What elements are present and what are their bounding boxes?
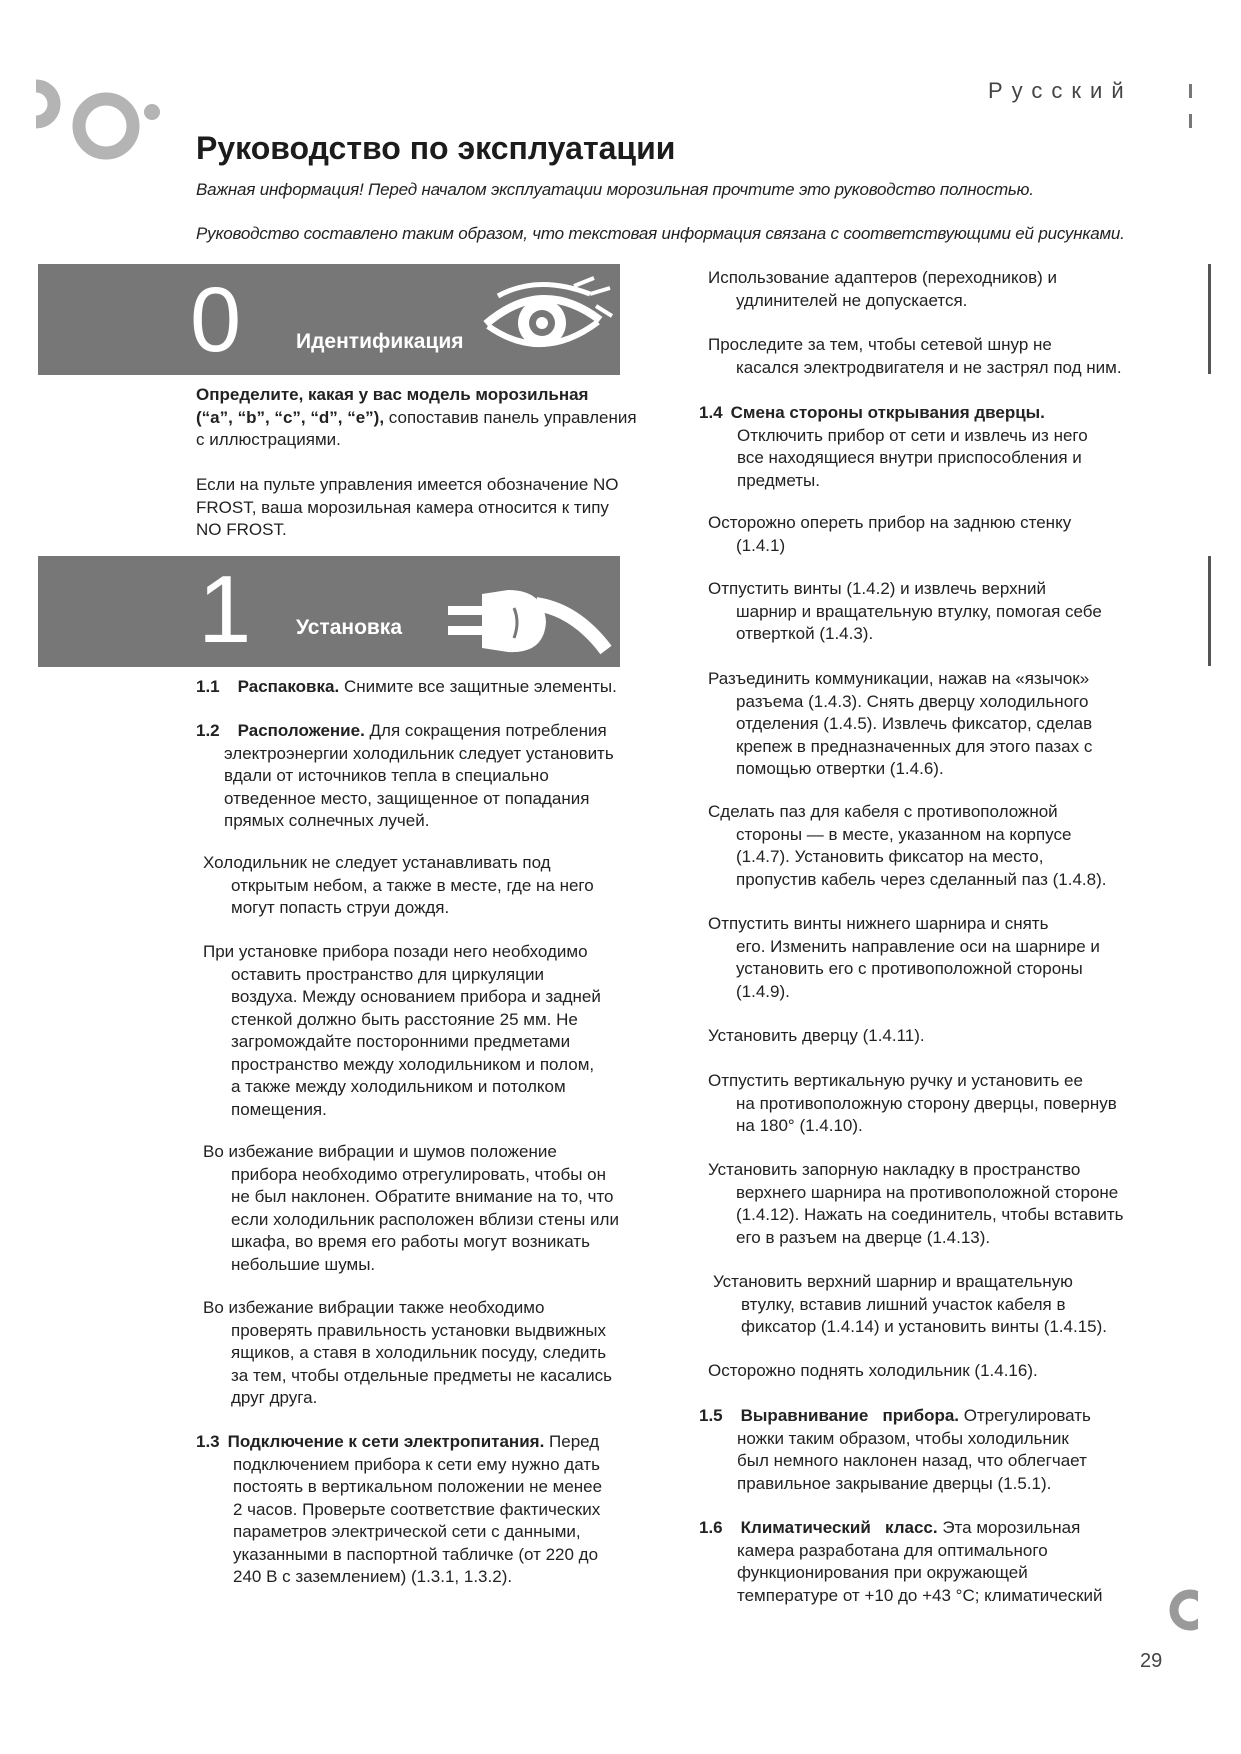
drawers-paragraph: Во избежание вибрации также необходимо проверять правильность установки выдвижных ящиков, а ставя в холодильник посуду, следить за тем, чтобы отдельные предметы не касались друг друга. — [203, 1298, 612, 1407]
cover-paragraph: Установить запорную накладку в пространство верхнего шарнира на противоположной стороне (1.4.12). Нажать на соединитель, чтобы вставить его в разъем на дверце (1.4.13). — [708, 1160, 1124, 1247]
section-1-header — [38, 556, 620, 667]
handle-paragraph: Отпустить вертикальную ручку и установить ее на противоположную сторону дверцы, повернув на 180° (1.4.10). — [708, 1071, 1117, 1135]
nofrost-paragraph: Если на пульте управления имеется обозначение NO FROST, ваша морозильная камера относится к типу NO FROST. — [196, 475, 619, 539]
margin-rule-1 — [1208, 264, 1211, 374]
identification-paragraph: Определите, какая у вас модель морозильная (“a”, “b”, “c”, “d”, “e”), сопоставив панель управления с иллюстрациями. — [196, 385, 637, 449]
vibration-paragraph: Во избежание вибрации и шумов положение прибора необходимо отрегулировать, чтобы он не был наклонен. Обратите внимание на то, что если холодильник расположен вблизи стены или шкафа, во время его работы могут возникать небольшие шумы. — [203, 1142, 619, 1274]
section-0-number: 0 — [190, 269, 242, 371]
logo-fragment-icon — [1158, 1585, 1198, 1635]
subtitle-structure: Руководство составлено таким образом, что текстовая информация связана с соответствующими ей рисунками. — [196, 224, 1125, 243]
margin-rule-2 — [1208, 556, 1211, 666]
door-paragraph: Установить дверцу (1.4.11). — [708, 1026, 925, 1045]
eye-icon — [478, 276, 614, 356]
cable-paragraph: Сделать паз для кабеля с противоположной стороны — в месте, указанном на корпусе (1.4.7). Установить фиксатор на место, пропустив кабель через сделанный паз (1.4.8). — [708, 802, 1107, 889]
section-1-5: 1.5 Выравнивание прибора. Отрегулировать ножки таким образом, чтобы холодильник был немного наклонен назад, что облегчает правильное закрывание дверцы (1.5.1). — [699, 1406, 1091, 1493]
section-1-3: 1.3 Подключение к сети электропитания. Перед подключением прибора к сети ему нужно дать постоять в вертикальном положении не менее 2 часов. Проверьте соответствие фактических параметров электрической сети с данными, указанными в паспортной табличке (от 220 до 240 В с заземлением) (1.3.1, 1.3.2). — [196, 1432, 603, 1586]
space-paragraph: При установке прибора позади него необходимо оставить пространство для циркуляции воздуха. Между основанием прибора и задней стенкой должно быть расстояние 25 мм. Не загромождайте посторонними предметами пространство между холодильником и полом, а также между холодильником и потолком помещения. — [203, 942, 601, 1119]
section-0-header — [38, 264, 620, 375]
outdoor-paragraph: Холодильник не следует устанавливать под открытым небом, а также в месте, где на него могут попасть струи дождя. — [203, 853, 594, 917]
section-1-1: 1.1 Распаковка. Снимите все защитные элементы. — [196, 677, 617, 696]
screws-paragraph: Отпустить винты (1.4.2) и извлечь верхний шарнир и вращательную втулку, помогая себе отверткой (1.4.3). — [708, 579, 1102, 643]
plug-icon — [448, 586, 620, 666]
lift-paragraph: Осторожно поднять холодильник (1.4.16). — [708, 1361, 1038, 1380]
header-tick-1 — [1189, 84, 1192, 98]
page-title: Руководство по эксплуатации — [196, 130, 676, 166]
lower-hinge-paragraph: Отпустить винты нижнего шарнира и снять его. Изменить направление оси на шарнире и установить его с противоположной стороны (1.4.9). — [708, 914, 1100, 1001]
section-1-2: 1.2 Расположение. Для сокращения потребления электроэнергии холодильник следует установить вдали от источников тепла в специально отведенное место, защищенное от попадания прямых солнечных лучей. — [196, 721, 614, 830]
lean-paragraph: Осторожно опереть прибор на заднюю стенку (1.4.1) — [708, 513, 1072, 555]
section-1-number: 1 — [198, 556, 252, 663]
cord-paragraph: Проследите за тем, чтобы сетевой шнур не касался электродвигателя и не застрял под ним. — [708, 335, 1122, 377]
section-1-6: 1.6 Климатический класс. Эта морозильная камера разработана для оптимального функционирования при окружающей температуре от +10 до +43 °С; климатический — [699, 1518, 1103, 1605]
page-number: 29 — [1140, 1650, 1163, 1672]
disconnect-paragraph: Разъединить коммуникации, нажав на «язычок» разъема (1.4.3). Снять дверцу холодильного отделения (1.4.5). Извлечь фиксатор, сделав крепеж в предназначенных для этого пазах с помощью отвертки (1.4.6). — [708, 669, 1093, 778]
subtitle-important: Важная информация! Перед началом эксплуатации морозильная прочтите это руководство полностью. — [196, 180, 1034, 199]
upper-hinge-paragraph: Установить верхний шарнир и вращательную втулку, вставив лишний участок кабеля в фиксатор (1.4.14) и установить винты (1.4.15). — [713, 1272, 1107, 1336]
language-label: Русский — [988, 78, 1133, 103]
header-tick-2 — [1189, 114, 1192, 128]
section-1-4: 1.4 Смена стороны открывания дверцы. Отключить прибор от сети и извлечь из него все находящиеся внутри приспособления и предметы. — [699, 403, 1088, 490]
section-0-title: Идентификация — [296, 330, 464, 353]
section-1-title: Установка — [296, 616, 402, 639]
brand-logo-icon — [34, 78, 164, 168]
adapters-paragraph: Использование адаптеров (переходников) и удлинителей не допускается. — [708, 268, 1057, 310]
